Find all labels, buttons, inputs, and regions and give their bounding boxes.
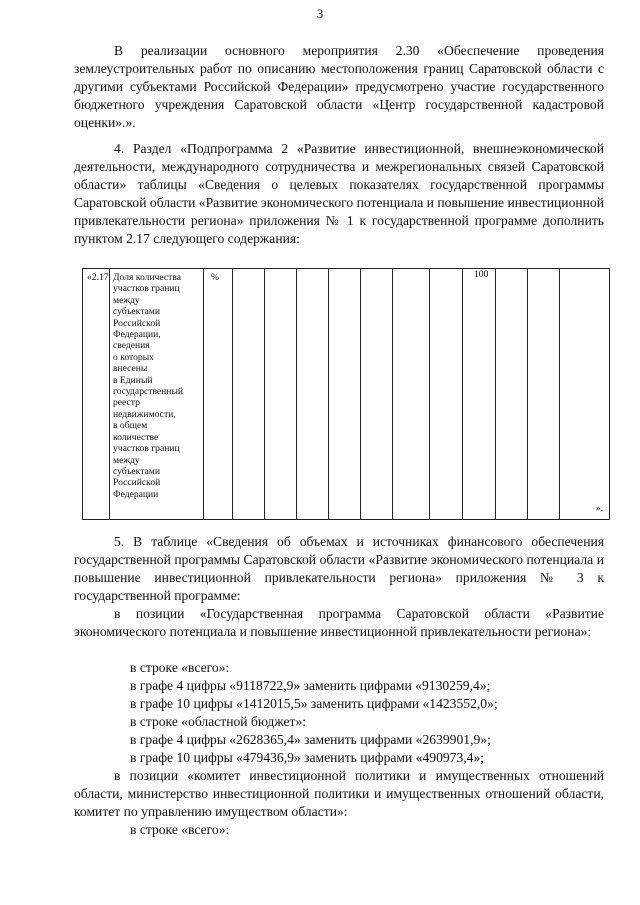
instruction-line: в графе 4 цифры «2628365,4» заменить цифрами «2639901,9»; xyxy=(130,732,491,747)
page-number: 3 xyxy=(316,6,324,21)
table-closing-quote: ». xyxy=(595,503,603,515)
instruction-line: в строке «областной бюджет»: xyxy=(130,714,307,729)
table-column-divider xyxy=(203,269,204,519)
table-column-divider xyxy=(429,269,430,519)
table-indicator-name: Доля количества участков границ между субъектами Российской Федерации, сведения о которых внесены в Единый государственный реестр недвижимости, в общем количестве участков границ между субъектами Российской Федерации xyxy=(113,272,184,500)
table-column-divider xyxy=(360,269,361,519)
instruction-line: в графе 10 цифры «1412015,5» заменить цифрами «1423552,0»; xyxy=(130,696,498,711)
inserted-indicator-table xyxy=(82,268,610,520)
instruction-line-last: в строке «всего»: xyxy=(130,822,230,837)
table-column-divider xyxy=(462,269,463,519)
table-column-divider xyxy=(392,269,393,519)
table-column-divider xyxy=(232,269,233,519)
paragraph-position-committee: в позиции «комитет инвестиционной политики и имущественных отношений области, министерство инвестиционной политики и имущественных отношений области, комитет по управлению имуществом области»: xyxy=(74,768,604,819)
table-column-divider xyxy=(495,269,496,519)
table-column-divider xyxy=(296,269,297,519)
table-column-divider xyxy=(264,269,265,519)
instruction-line: в графе 4 цифры «9118722,9» заменить цифрами «9130259,4»; xyxy=(130,678,491,693)
table-column-divider xyxy=(109,269,110,519)
table-unit: % xyxy=(211,272,219,283)
table-row-number: «2.17 xyxy=(87,272,109,283)
instruction-line: в графе 10 цифры «479436,9» заменить цифрами «490973,4»; xyxy=(130,750,485,765)
table-column-divider xyxy=(559,269,560,519)
paragraph-section-5: 5. В таблице «Сведения об объемах и источниках финансового обеспечения государственной программы Саратовской области «Развитие экономического потенциала и повышение инвестиционной привлекательности региона» приложения № 3 к государственной программе: xyxy=(74,534,604,603)
paragraph-section-4: 4. Раздел «Подпрограмма 2 «Развитие инвестиционной, внешнеэкономической деятельности, международного сотрудничества и межрегиональных связей Саратовской области» таблицы «Сведения о целевых показателях государственной программы Саратовской области «Развитие экономического потенциала и повышение инвестиционной привлекательности региона» приложения № 1 к государственной программе дополнить пунктом 2.17 следующего содержания: xyxy=(74,141,604,246)
paragraph-position-program: в позиции «Государственная программа Саратовской области «Развитие экономического потенциала и повышение инвестиционной привлекательности региона»: xyxy=(74,606,604,639)
table-column-divider xyxy=(527,269,528,519)
table-target-value: 100 xyxy=(474,269,489,280)
paragraph-measure-2-30: В реализации основного мероприятия 2.30 «Обеспечение проведения землеустроительных работ по описанию местоположения границ Саратовской области с другими субъектами Российской Федерации» предусмотрено участие государственного бюджетного учреждения Саратовской области «Центр государственной кадастровой оценки».». xyxy=(74,43,604,130)
table-column-divider xyxy=(328,269,329,519)
instruction-line: в строке «всего»: xyxy=(130,660,230,675)
